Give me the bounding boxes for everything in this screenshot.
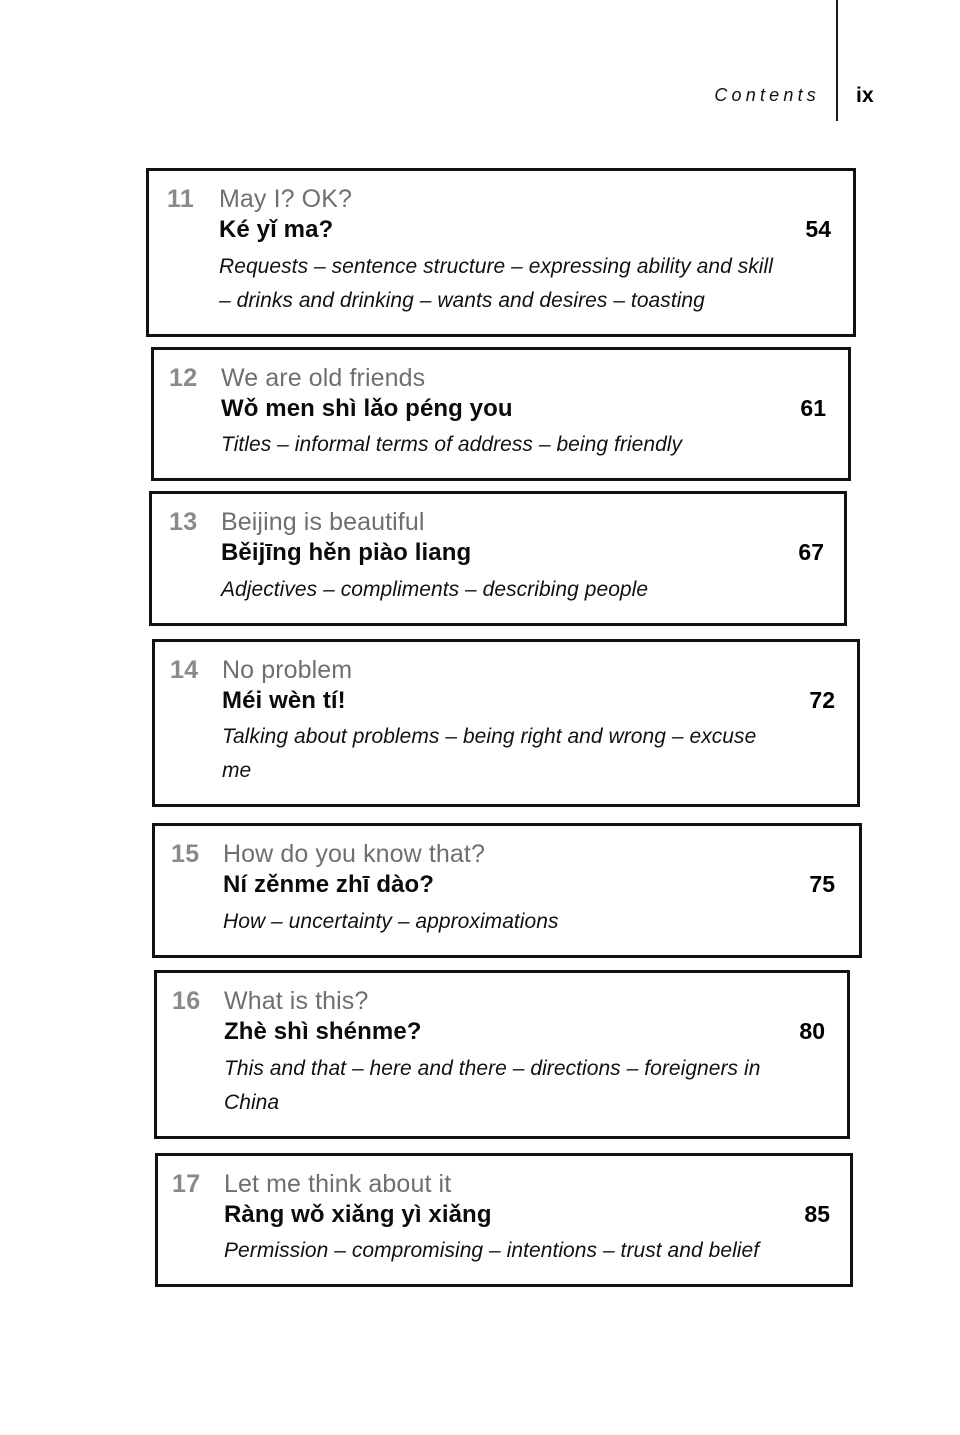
toc-entry-pinyin-row [169,395,826,423]
chapter-description: Permission – compromising – intentions – trust and belief [224,1239,760,1263]
toc-entry-heading-row [171,840,835,868]
running-head-divider-rule [836,0,838,121]
chapter-number: 12 [169,363,198,392]
chapter-page-number[interactable]: 72 [809,686,835,713]
toc-entry[interactable] [152,823,862,958]
chapter-title-pinyin: Ràng wǒ xiǎng yì xiǎng [224,1200,492,1228]
indent-spacer [169,428,221,462]
indent-spacer [172,1052,224,1120]
chapter-page-number[interactable]: 80 [799,1018,825,1045]
toc-entry-heading-row [169,364,826,392]
chapter-title-english: Let me think about it [224,1169,452,1198]
toc-entry-heading-row [167,185,831,213]
toc-entry-description-row [169,573,824,607]
chapter-title-english: May I? OK? [219,185,352,213]
toc-entry-description-row [169,428,826,462]
chapter-number: 15 [171,840,200,869]
chapter-number: 14 [170,655,199,684]
chapter-page-number[interactable]: 85 [804,1200,830,1227]
chapter-description: Talking about problems – being right and wrong – excuse me [222,725,757,783]
chapter-description: Titles – informal terms of address – being friendly [221,433,683,457]
chapter-title-english: No problem [222,655,353,684]
chapter-title-pinyin: Méi wèn tí! [222,686,346,714]
chapter-title-english: Beijing is beautiful [221,508,425,537]
toc-entry-heading-row [172,1170,830,1198]
toc-entry-description-row [171,905,835,939]
chapter-title-english: How do you know that? [223,840,485,869]
running-head-label: Contents [714,85,820,105]
toc-entry-pinyin-row [170,687,835,715]
chapter-description: Requests – sentence structure – expressing ability and skill – drinks and drinking – wants and desires – toasting [219,254,773,312]
page-folio-number: ix [856,84,874,107]
indent-spacer [171,905,223,939]
chapter-title-pinyin: Běijīng hěn piào liang [221,539,472,567]
toc-entry-description-row [170,720,835,788]
chapter-page-number[interactable]: 61 [800,394,826,421]
indent-spacer [170,720,222,788]
toc-entry-pinyin-row [167,216,831,244]
toc-entry-heading-row [172,987,825,1015]
toc-entry[interactable] [152,639,860,808]
chapter-title-english: We are old friends [221,363,426,392]
toc-entry-pinyin-row [169,539,824,567]
chapter-description: Adjectives – compliments – describing people [221,577,649,601]
chapter-number: 13 [169,508,198,537]
toc-entry-heading-row [170,656,835,684]
chapter-title-pinyin: Zhè shì shénme? [224,1018,422,1046]
chapter-title-pinyin: Ké yǐ ma? [219,216,334,243]
chapter-number: 16 [172,987,201,1016]
toc-entry[interactable] [151,347,851,482]
chapter-number: 11 [167,185,195,213]
indent-spacer [169,573,221,607]
chapter-description: This and that – here and there – directions – foreigners in China [224,1056,761,1114]
toc-entry[interactable] [146,168,856,337]
chapter-title-english: What is this? [224,987,369,1016]
toc-entry[interactable] [149,491,847,626]
toc-entry-heading-row [169,508,824,536]
chapter-page-number[interactable]: 75 [809,871,835,898]
chapter-title-pinyin: Ní zěnme zhī dào? [223,871,435,899]
toc-entry-description-row [167,250,831,318]
chapter-description: How – uncertainty – approximations [223,910,559,934]
indent-spacer [172,1234,224,1268]
chapter-page-number[interactable]: 54 [805,216,831,242]
toc-entry-description-row [172,1234,830,1268]
chapter-page-number[interactable]: 67 [798,539,824,566]
table-of-contents-list [0,168,960,1296]
chapter-title-pinyin: Wǒ men shì lǎo péng you [221,394,513,422]
toc-entry[interactable] [154,970,850,1139]
toc-entry-pinyin-row [172,1201,830,1229]
toc-entry-pinyin-row [172,1018,825,1046]
toc-entry-description-row [172,1052,825,1120]
toc-entry[interactable] [155,1153,853,1288]
toc-entry-pinyin-row [171,871,835,899]
chapter-number: 17 [172,1169,201,1198]
indent-spacer [167,250,219,318]
running-head [0,0,960,130]
